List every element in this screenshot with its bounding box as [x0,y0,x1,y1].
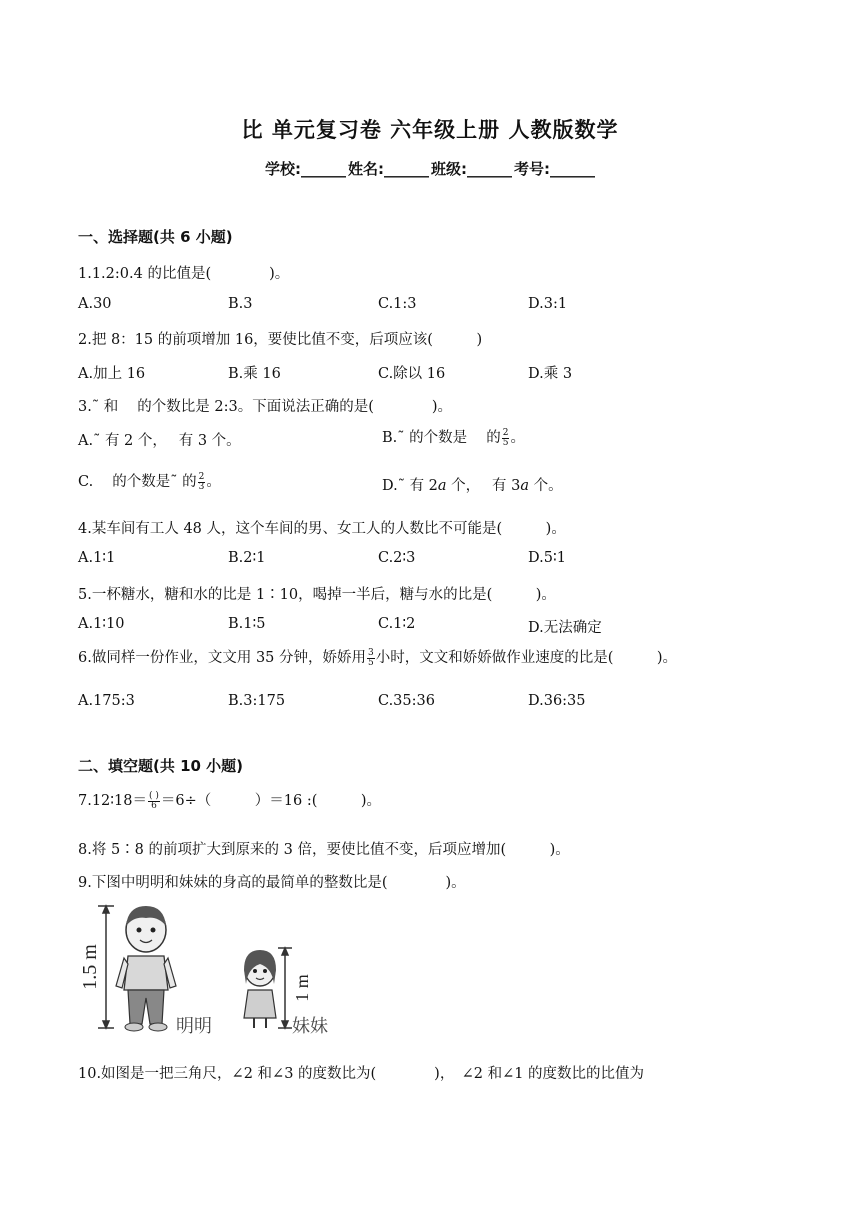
fraction-denominator: 5 [368,657,374,668]
info-class-label: 班级: [431,160,467,178]
q3-option-b-text: B.˜ 的个数是 的 [382,430,501,446]
boy-figure [116,906,176,1031]
q4-option-c: C.2∶3 [378,550,416,566]
question-6-text-end: 小时，文文和娇娇做作业速度的比是( )。 [375,650,678,666]
question-9: 9.下图中明明和妹妹的身高的最简单的整数比是( )。 [78,875,466,891]
short-measure-bar [278,948,292,1028]
question-10: 10.如图是一把三角尺，∠2 和∠3 的度数比为( )， ∠2 和∠1 的度数比的比值为 [78,1066,645,1082]
height-comparison-figure [78,898,368,1036]
q1-option-c: C.1:3 [378,296,417,312]
q5-option-c: C.1∶2 [378,616,416,632]
info-school [265,158,346,179]
tall-height-label: 1.5 m [79,944,101,990]
q4-option-a: A.1∶1 [78,550,116,566]
info-exam-number-blank: ______ [550,160,595,178]
question-8: 8.将 5∶8 的前项扩大到原来的 3 倍，要使比值不变，后项应增加( )。 [78,842,570,858]
info-exam-number [514,158,595,179]
question-6-text: 6.做同样一份作业，文文用 35 分钟，娇娇用 [78,650,367,666]
info-name-label: 姓名: [348,160,384,178]
info-exam-number-label: 考号: [514,160,550,178]
page-title: 比 单元复习卷 六年级上册 人教版数学 [241,118,619,142]
fraction [367,649,375,668]
q1-option-b: B.3 [228,296,253,312]
info-class [431,158,512,179]
girl-figure [244,950,276,1028]
q2-option-a: A.加上 16 [78,366,146,382]
q1-option-a: A.30 [78,296,112,312]
question-4: 4.某车间有工人 48 人，这个车间的男、女工人的人数比不可能是( )。 [78,521,566,537]
q6-option-a: A.175:3 [78,693,135,709]
q6-option-b: B.3:175 [228,693,286,709]
fraction-numerator: 2 [198,471,205,482]
q4-option-d: D.5∶1 [528,550,566,566]
fraction [502,429,510,448]
question-1: 1.1.2:0.4 的比值是( )。 [78,266,290,282]
q3-option-d: D.˜ 有 2𝑎 个， 有 3𝑎 个。 [382,478,563,494]
q5-option-b: B.1∶5 [228,616,266,632]
question-7-text: 7.12∶18＝ [78,793,148,809]
section-fill-blank-title: 二、填空题(共 10 小题) [78,757,244,775]
q2-option-d: D.乘 3 [528,366,573,382]
q4-option-b: B.2∶1 [228,550,266,566]
q5-option-d: D.无法确定 [528,620,602,636]
height-illustration [78,898,368,1036]
q6-option-d: D.36:35 [528,693,586,709]
fraction-denominator: 5 [502,437,509,448]
question-5: 5.一杯糖水，糖和水的比是 1∶10，喝掉一半后，糖与水的比是( )。 [78,587,556,603]
q3-option-c-text: C. 的个数是˜ 的 [78,474,197,490]
question-3: 3.˜ 和 的个数比是 2:3。下面说法正确的是( )。 [78,399,453,415]
question-6 [78,646,677,668]
student-info-line [0,158,860,179]
info-school-blank: ______ [301,160,346,178]
fraction-numerator: ( ) [149,790,159,801]
info-name [348,158,429,179]
question-7-text-end: ＝6÷（ ）＝16 :( )。 [160,793,382,809]
q6-option-c: C.35:36 [378,693,435,709]
boy-name-label: 明明 [176,1016,212,1036]
short-height-label: 1 m [292,974,312,1002]
fraction-denominator: 3 [198,481,205,492]
q3-option-c-end: 。 [206,474,221,490]
q2-option-c: C.除以 16 [378,366,446,382]
fraction-denominator: 6 [151,800,157,811]
q1-option-d: D.3:1 [528,296,568,312]
fraction-numerator: 2 [502,427,509,438]
section-multiple-choice-title: 一、选择题(共 6 小题) [78,228,233,246]
girl-name-label: 妹妹 [292,1016,328,1036]
info-class-blank: ______ [467,160,512,178]
q5-option-a: A.1∶10 [78,616,125,632]
q3-option-c [78,470,221,492]
q3-option-a: A.˜ 有 2 个， 有 3 个。 [78,433,241,449]
fraction [148,792,160,811]
fraction [198,473,206,492]
info-name-blank: ______ [384,160,429,178]
q2-option-b: B.乘 16 [228,366,281,382]
question-2: 2.把 8：15 的前项增加 16，要使比值不变，后项应该( ) [78,332,483,348]
q3-option-b [382,426,525,448]
fraction-numerator: 3 [368,647,374,658]
q3-option-b-end: 。 [510,430,525,446]
info-school-label: 学校: [265,160,301,178]
question-7 [78,789,381,811]
